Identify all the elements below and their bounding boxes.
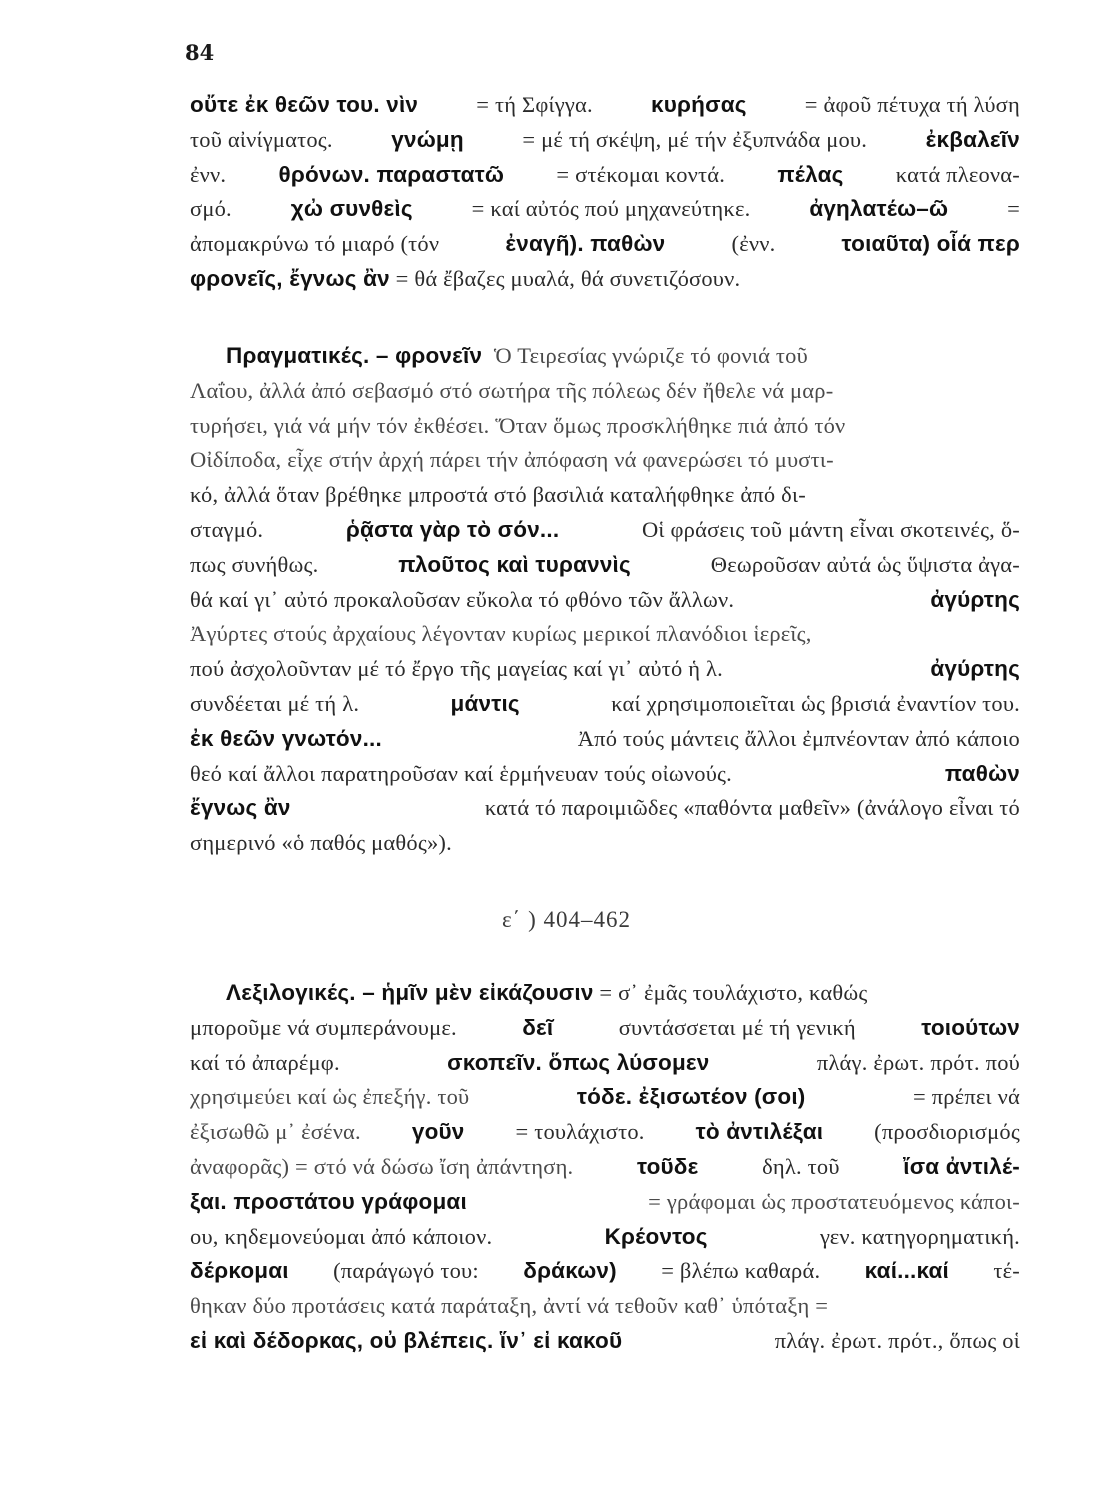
text-line [190, 447, 1020, 482]
term: μάντις [450, 690, 520, 716]
term: ἔγνως ἂν [190, 795, 291, 821]
gloss: ἀναφορᾶς) = στό νά δώσω ἴση ἀπάντηση. [190, 1153, 574, 1179]
text-line [190, 1224, 1020, 1259]
gloss: Ὁ Τειρεσίας γνώριζε τό φονιά τοῦ [493, 343, 808, 368]
text-line [190, 1258, 1020, 1293]
text-line [190, 795, 1020, 830]
lexical-notes [190, 980, 1020, 1363]
gloss: = καί αὐτός πού μηχανεύτηκε. [471, 196, 751, 222]
vocabulary-notes-continued [190, 92, 1020, 301]
gloss: = σ᾽ ἐμᾶς τουλάχιστο, καθώς [599, 980, 868, 1005]
term: πέλας [777, 161, 844, 187]
gloss: καί τό ἀπαρέμφ. [190, 1049, 340, 1075]
term: εἰ καὶ δέδορκας, οὐ βλέπεις. ἵν᾽ εἰ κακοῦ [190, 1327, 623, 1353]
gloss: Ἀπό τούς μάντεις ἄλλοι ἐμπνέονταν ἀπό κάποιο [577, 725, 1020, 751]
term: τοιούτων [921, 1014, 1020, 1040]
gloss: συντάσσεται μέ τή γενική [618, 1014, 856, 1040]
term: ἀγύρτης [930, 656, 1020, 682]
text-line [190, 1328, 1020, 1363]
gloss: (προσδιορισμός [874, 1119, 1020, 1145]
text-line [190, 621, 1020, 656]
text-line [190, 1293, 1020, 1328]
gloss: (παράγωγό του: [333, 1258, 479, 1284]
gloss: πλάγ. ἐρωτ. πρότ., ὅπως οἱ [774, 1327, 1020, 1353]
gloss: τυρήσει, γιά νά μήν τόν ἐκθέσει. Ὅταν ὅμως προσκλήθηκε πιά ἀπό τόν [190, 412, 846, 438]
term: ἐκ θεῶν γνωτόν... [190, 725, 382, 751]
gloss: = [1007, 196, 1020, 222]
gloss: Λαΐου, ἀλλά ἀπό σεβασμό στό σωτήρα τῆς πόλεως δέν ἤθελε νά μαρ- [190, 377, 834, 403]
text-line [190, 231, 1020, 266]
gloss: πού ἀσχολοῦνταν μέ τό ἔργο τῆς μαγείας καί γι᾽ αὐτό ἡ λ. [190, 656, 723, 682]
text-line [190, 691, 1020, 726]
gloss: = βλέπω καθαρά. [661, 1258, 821, 1284]
term: ῥᾷστα γὰρ τὸ σόν... [345, 516, 560, 542]
term: ἀγύρτης [930, 586, 1020, 612]
gloss: καί χρησιμοποιεῖται ὡς βρισιά ἐναντίον του. [611, 690, 1020, 716]
text-line [190, 1084, 1020, 1119]
text-line [190, 482, 1020, 517]
term: γνώμῃ [391, 126, 464, 152]
term: ἀγηλατέω–ῶ [809, 196, 949, 222]
section-heading: ε΄ ) 404–462 [502, 907, 631, 932]
text-line [190, 162, 1020, 197]
gloss: Οἱ φράσεις τοῦ μάντη εἶναι σκοτεινές, ὅ- [641, 516, 1020, 542]
gloss: θά καί γι᾽ αὐτό προκαλοῦσαν εὔκολα τό φθόνο τῶν ἄλλων. [190, 586, 735, 612]
text-line [190, 92, 1020, 127]
gloss: Θεωροῦσαν αὐτά ὡς ὕψιστα ἀγα- [710, 551, 1020, 577]
gloss: = γράφομαι ὡς προστατευόμενος κάποι- [648, 1188, 1020, 1214]
term: παθὼν [944, 760, 1020, 786]
gloss: συνδέεται μέ τή λ. [190, 690, 360, 716]
gloss: σημερινό «ὁ παθός μαθός»). [190, 830, 452, 856]
gloss: ἐνν. [190, 161, 227, 187]
gloss: = μέ τή σκέψη, μέ τήν ἐξυπνάδα μου. [522, 126, 868, 152]
term: φρονεῖς, ἔγνως ἂν [190, 265, 390, 291]
term: χὠ συνθεὶς [290, 196, 413, 222]
gloss: Ἀγύρτες στούς ἀρχαίους λέγονταν κυρίως μερικοί πλανόδιοι ἱερεῖς, [190, 621, 812, 647]
term: σκοπεῖν. ὅπως λύσομεν [447, 1049, 710, 1075]
text-line [190, 587, 1020, 622]
gloss: χρησιμεύει καί ὡς ἐπεξήγ. τοῦ [190, 1084, 470, 1110]
text-line [190, 1154, 1020, 1189]
gloss: πως συνήθως. [190, 551, 319, 577]
term: ἴσα ἀντιλέ- [903, 1153, 1020, 1179]
text-line [190, 1189, 1020, 1224]
gloss: ἐξισωθῶ μ᾽ ἐσένα. [190, 1119, 361, 1145]
term: καί...καί [864, 1258, 949, 1284]
gloss: κατά τό παροιμιῶδες «παθόντα μαθεῖν» (ἀνάλογο εἶναι τό [484, 795, 1020, 821]
gloss: δηλ. τοῦ [762, 1153, 840, 1179]
gloss: σταγμό. [190, 516, 264, 542]
term: ἐναγῆ). παθὼν [505, 231, 666, 257]
gloss: πλάγ. ἐρωτ. πρότ. πού [816, 1049, 1020, 1075]
term: τόδε. ἐξισωτέον (σοι) [576, 1084, 806, 1110]
gloss: μποροῦμε νά συμπεράνουμε. [190, 1014, 457, 1040]
text-line [190, 517, 1020, 552]
term: δεῖ [522, 1014, 554, 1040]
gloss: = πρέπει νά [912, 1084, 1020, 1110]
term: δέρκομαι [190, 1258, 289, 1284]
text-line [190, 413, 1020, 448]
term: ἐκβαλεῖν [925, 126, 1020, 152]
text-line [190, 343, 1020, 378]
gloss: κατά πλεονα- [895, 161, 1020, 187]
term: τὸ ἀντιλέξαι [695, 1119, 824, 1145]
term: ξαι. προστάτου γράφομαι [190, 1188, 467, 1214]
term: κυρήσας [651, 92, 747, 117]
gloss: κό, ἀλλά ὅταν βρέθηκε μπροστά στό βασιλιά καταλήφθηκε ἀπό δι- [190, 482, 806, 508]
term: πλοῦτος καὶ τυραννὶς [398, 551, 631, 577]
term: τοῦδε [636, 1153, 699, 1179]
text-line [190, 1119, 1020, 1154]
text-line [190, 266, 1020, 301]
term: οὔτε ἐκ θεῶν του. νὶν [190, 92, 419, 117]
term: Κρέοντος [604, 1223, 708, 1249]
term: δράκων) [523, 1258, 617, 1284]
gloss: = ἀφοῦ πέτυχα τή λύση [804, 92, 1020, 117]
gloss: θεό καί ἄλλοι παρατηροῦσαν καί ἑρμήνευαν τούς οἰωνούς. [190, 760, 732, 786]
gloss: τέ- [993, 1258, 1020, 1284]
text-line [190, 127, 1020, 162]
gloss: = τουλάχιστο. [515, 1119, 645, 1145]
text-line [190, 1015, 1020, 1050]
text-line [190, 656, 1020, 691]
term: θρόνων. παραστατῶ [278, 161, 505, 187]
gloss: = τή Σφίγγα. [476, 92, 593, 117]
section-label: Λεξιλογικές. – ἡμῖν μὲν εἰκάζουσιν [226, 980, 594, 1005]
text-line [190, 196, 1020, 231]
section-label: Πραγματικές. – φρονεῖν [226, 343, 483, 368]
term: γοῦν [411, 1119, 465, 1145]
gloss: = θά ἔβαζες μυαλά, θά συνετιζόσουν. [395, 265, 741, 291]
gloss: = στέκομαι κοντά. [556, 161, 726, 187]
text-line [190, 980, 1020, 1015]
gloss: Οἰδίποδα, εἶχε στήν ἀρχή πάρει τήν ἀπόφαση νά φανερώσει τό μυστι- [190, 447, 834, 473]
gloss: (ἐνν. [731, 231, 776, 257]
gloss: γεν. κατηγορηματική. [819, 1223, 1020, 1249]
text-line [190, 1050, 1020, 1085]
text-line [190, 761, 1020, 796]
term: τοιαῦτα) οἷά περ [841, 231, 1020, 257]
factual-notes [190, 343, 1020, 865]
gloss: θηκαν δύο προτάσεις κατά παράταξη, ἀντί νά τεθοῦν καθ᾽ ὑπόταξη = [190, 1293, 829, 1319]
page-number: 84 [185, 40, 215, 65]
gloss: ου, κηδεμονεύομαι ἀπό κάποιον. [190, 1223, 493, 1249]
text-line [190, 726, 1020, 761]
text-line [190, 830, 1020, 865]
gloss: ἀπομακρύνω τό μιαρό (τόν [190, 231, 440, 257]
text-line [190, 378, 1020, 413]
text-line [190, 552, 1020, 587]
gloss: τοῦ αἰνίγματος. [190, 126, 333, 152]
gloss: σμό. [190, 196, 232, 222]
